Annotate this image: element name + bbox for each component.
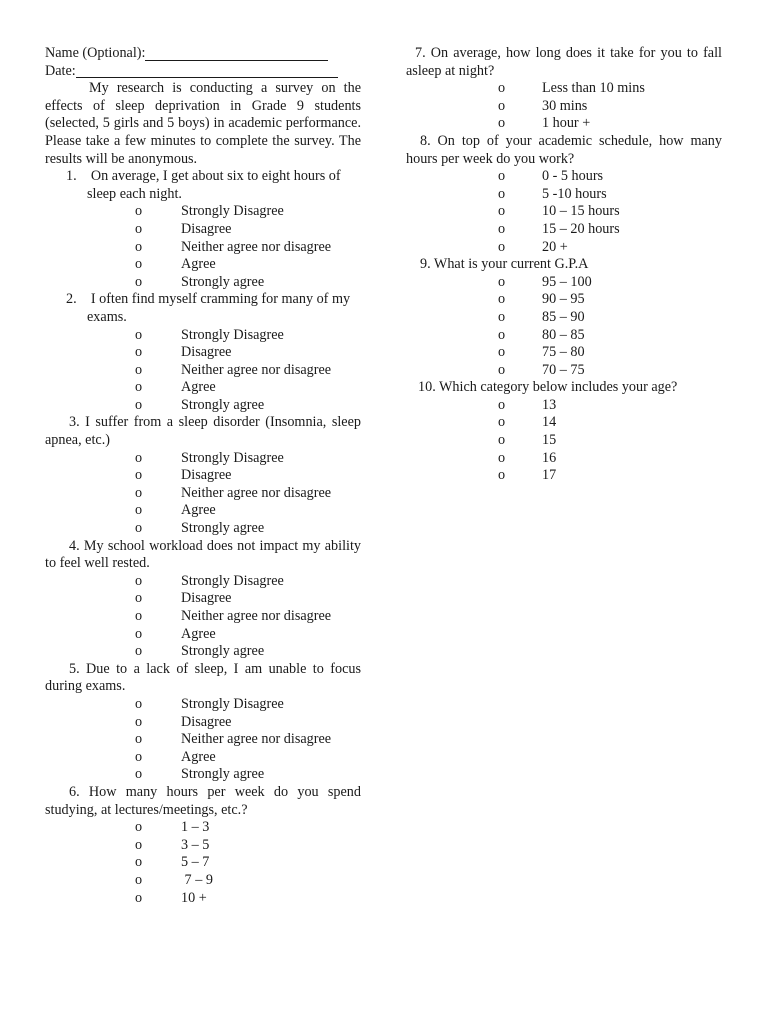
option-item[interactable]: o 1 hour + (498, 115, 591, 132)
option-item[interactable]: o 15 (498, 432, 557, 449)
bullet-icon: o (135, 203, 143, 220)
date-label: Date: (45, 62, 76, 79)
bullet-icon: o (498, 238, 506, 255)
bullet-icon: o (135, 766, 143, 783)
bullet-icon: o (498, 80, 506, 97)
option-item[interactable]: o Agree (135, 256, 216, 273)
option-item[interactable]: o 80 – 85 (498, 326, 585, 343)
bullet-icon: o (135, 889, 143, 906)
bullet-icon: o (498, 344, 506, 361)
option-item[interactable]: o Neither agree nor disagree (135, 361, 332, 378)
bullet-icon: o (498, 291, 506, 308)
bullet-icon: o (135, 520, 143, 537)
bullet-icon: o (135, 361, 143, 378)
option-item[interactable]: o 17 (498, 467, 557, 484)
bullet-icon: o (135, 396, 143, 413)
option-item[interactable]: o Agree (135, 748, 216, 765)
bullet-icon: o (498, 220, 506, 237)
option-item[interactable]: o 16 (498, 449, 557, 466)
option-item[interactable]: o 5 – 7 (135, 854, 210, 871)
left-column (45, 45, 361, 907)
option-item[interactable]: o 10 – 15 hours (498, 203, 620, 220)
bullet-icon: o (135, 379, 143, 396)
option-item[interactable]: o 13 (498, 396, 557, 413)
option-item[interactable]: o 70 – 75 (498, 361, 585, 378)
question-9-options (406, 274, 722, 380)
bullet-icon: o (135, 590, 143, 607)
option-item[interactable]: o Strongly Disagree (135, 572, 284, 589)
question-4-text: 4. My school workload does not impact my ability to feel well rested. (45, 537, 361, 572)
question-2 (45, 291, 361, 326)
bullet-icon: o (135, 625, 143, 642)
bullet-icon: o (498, 97, 506, 114)
question-5-text: 5. Due to a lack of sleep, I am unable to focus during exams. (45, 660, 361, 695)
question-3-text: 3. I suffer from a sleep disorder (Insomnia, sleep apnea, etc.) (45, 414, 361, 449)
option-item[interactable]: o Strongly agree (135, 766, 265, 783)
option-item[interactable]: o 20 + (498, 238, 568, 255)
bullet-icon: o (498, 308, 506, 325)
bullet-icon: o (498, 273, 506, 290)
option-item[interactable]: o Agree (135, 502, 216, 519)
question-10-text: 10. Which category below includes your age? (418, 379, 678, 396)
bullet-icon: o (498, 361, 506, 378)
bullet-icon: o (135, 238, 143, 255)
right-column (406, 45, 722, 485)
bullet-icon: o (498, 396, 506, 413)
bullet-icon: o (135, 326, 143, 343)
bullet-icon: o (135, 695, 143, 712)
option-item[interactable]: o Strongly agree (135, 396, 265, 413)
option-item[interactable]: o 75 – 80 (498, 344, 585, 361)
option-item[interactable]: o Agree (135, 625, 216, 642)
bullet-icon: o (135, 854, 143, 871)
name-label: Name (Optional): (45, 45, 146, 61)
bullet-icon: o (135, 484, 143, 501)
bullet-icon: o (135, 467, 143, 484)
bullet-icon: o (135, 256, 143, 273)
bullet-icon: o (135, 836, 143, 853)
option-item[interactable]: o Neither agree nor disagree (135, 608, 332, 624)
bullet-icon: o (135, 449, 143, 466)
question-7-options (406, 80, 722, 133)
question-9-text: 9. What is your current G.P.A (420, 256, 589, 273)
bullet-icon: o (135, 502, 143, 519)
question-8-text: 8. On top of your academic schedule, how many hours per week do you work? (406, 132, 722, 167)
option-item[interactable]: o Less than 10 mins (498, 80, 645, 97)
option-item[interactable]: o 30 mins (498, 97, 588, 114)
question-7-text: 7. On average, how long does it take for you to fall asleep at night? (406, 45, 722, 79)
bullet-icon: o (135, 643, 143, 660)
bullet-icon: o (498, 432, 506, 449)
option-item[interactable]: o Disagree (135, 467, 232, 484)
bullet-icon: o (498, 115, 506, 132)
option-item[interactable]: o Disagree (135, 220, 232, 237)
bullet-icon: o (135, 344, 143, 361)
option-item[interactable]: o 90 – 95 (498, 291, 585, 308)
option-item[interactable]: o Disagree (135, 713, 232, 730)
name-field[interactable] (45, 45, 361, 63)
bullet-icon: o (135, 273, 143, 290)
name-blank-line[interactable] (145, 46, 328, 61)
option-item[interactable]: o Strongly Disagree (135, 203, 284, 220)
question-1-options (45, 203, 361, 291)
question-1 (45, 168, 361, 203)
option-item[interactable]: o 14 (498, 414, 557, 431)
option-item[interactable]: o Strongly agree (135, 520, 265, 537)
option-item[interactable]: o Disagree (135, 590, 232, 607)
intro-paragraph: My research is conducting a survey on the effects of sleep deprivation in Grade 9 students (selected, 5 girls and 5 boys) in academic performance. Please take a few minutes to complete the survey. The results will be anonymous. (45, 80, 361, 167)
option-item[interactable]: o 15 – 20 hours (498, 220, 620, 237)
question-5-options (45, 696, 361, 784)
option-item[interactable]: o 1 – 3 (135, 819, 210, 836)
option-item[interactable]: o Strongly agree (135, 273, 265, 290)
question-10-options (406, 397, 722, 485)
bullet-icon: o (498, 467, 506, 484)
option-item[interactable]: o 85 – 90 (498, 308, 585, 325)
question-2-text: I often find myself cramming for many of my exams. (87, 291, 351, 325)
question-1-text: On average, I get about six to eight hours of sleep each night. (87, 168, 341, 202)
bullet-icon: o (498, 449, 506, 466)
question-8-options (406, 168, 722, 256)
option-item[interactable]: o Neither agree nor disagree (135, 484, 332, 501)
option-item[interactable]: o 95 – 100 (498, 273, 592, 290)
question-3-options (45, 450, 361, 538)
option-item[interactable]: o 7 – 9 (135, 871, 213, 888)
option-item[interactable]: o Strongly Disagree (135, 449, 284, 466)
date-blank-line[interactable] (76, 63, 338, 78)
option-item[interactable]: o 3 – 5 (135, 836, 210, 853)
bullet-icon: o (135, 572, 143, 589)
bullet-icon: o (135, 608, 143, 624)
option-item[interactable]: o Strongly Disagree (135, 695, 284, 712)
option-item[interactable]: o 0 - 5 hours (498, 168, 604, 185)
date-field[interactable] (45, 63, 361, 81)
bullet-icon: o (498, 326, 506, 343)
option-item[interactable]: o Neither agree nor disagree (135, 238, 332, 255)
option-item[interactable]: o Strongly Disagree (135, 326, 284, 343)
question-2-options (45, 327, 361, 415)
question-4-options (45, 573, 361, 661)
option-item[interactable]: o Agree (135, 379, 216, 396)
option-item[interactable]: o 5 -10 hours (498, 185, 607, 202)
bullet-icon: o (135, 220, 143, 237)
option-item[interactable]: o 10 + (135, 889, 207, 906)
option-item[interactable]: o Disagree (135, 344, 232, 361)
bullet-icon: o (135, 871, 143, 888)
bullet-icon: o (498, 185, 506, 202)
bullet-icon: o (498, 414, 506, 431)
bullet-icon: o (135, 713, 143, 730)
question-1-number: 1. (66, 168, 77, 185)
question-6-options (45, 819, 361, 907)
bullet-icon: o (135, 731, 143, 748)
question-2-number: 2. (66, 291, 77, 308)
option-item[interactable]: o Strongly agree (135, 643, 265, 660)
option-item[interactable]: o Neither agree nor disagree (135, 731, 332, 748)
bullet-icon: o (135, 748, 143, 765)
bullet-icon: o (498, 203, 506, 220)
question-6-text: 6. How many hours per week do you spend studying, at lectures/meetings, etc.? (45, 783, 361, 818)
bullet-icon: o (135, 819, 143, 836)
bullet-icon: o (498, 168, 506, 185)
